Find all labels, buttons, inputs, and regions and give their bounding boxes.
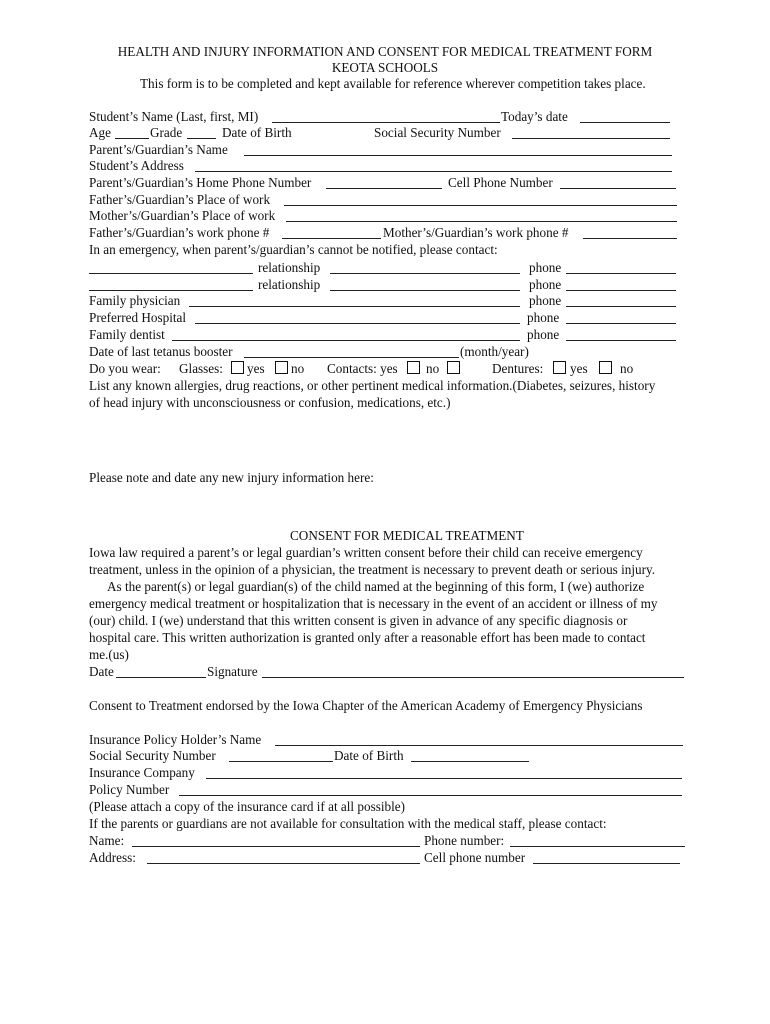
tetanus-label: Date of last tetanus booster (89, 344, 233, 359)
mother-work-field[interactable] (286, 221, 677, 222)
alt-contact-cell-field[interactable] (533, 863, 680, 864)
dentist-phone-label: phone (527, 327, 560, 342)
insurance-company-label: Insurance Company (89, 765, 195, 780)
physician-phone-field[interactable] (566, 306, 676, 307)
consent-line-2: treatment, unless in the opinion of a physician, the treatment is necessary to prevent death or serious injury. (89, 562, 656, 577)
glasses-no-label: no (291, 361, 305, 376)
age-field[interactable] (115, 138, 149, 139)
policy-holder-field[interactable] (275, 745, 683, 746)
contacts-yes-checkbox[interactable] (407, 361, 420, 374)
insurance-dob-field[interactable] (411, 761, 529, 762)
family-physician-field[interactable] (189, 306, 520, 307)
consent-line-6: hospital care. This written authorization is granted only after a reasonable effort has been made to contact (89, 630, 646, 645)
father-work-phone-label: Father’s/Guardian’s work phone # (89, 225, 270, 240)
wear-question: Do you wear: (89, 361, 161, 376)
alt-contact-phone-field[interactable] (510, 846, 685, 847)
student-address-label: Student’s Address (89, 158, 184, 173)
dentist-phone-field[interactable] (566, 340, 676, 341)
family-dentist-label: Family dentist (89, 327, 165, 342)
policy-number-label: Policy Number (89, 782, 170, 797)
mother-work-phone-field[interactable] (583, 238, 677, 239)
cell-phone-label: Cell Phone Number (448, 175, 553, 190)
glasses-no-checkbox[interactable] (275, 361, 288, 374)
contacts-no-label: no (426, 361, 440, 376)
dentures-yes-checkbox[interactable] (553, 361, 566, 374)
emergency-contact-2-relationship-field[interactable] (330, 290, 520, 291)
emergency-contact-1-name-field[interactable] (89, 273, 253, 274)
hospital-phone-field[interactable] (566, 323, 676, 324)
dentures-no-checkbox[interactable] (599, 361, 612, 374)
preferred-hospital-label: Preferred Hospital (89, 310, 187, 325)
glasses-label: Glasses: (179, 361, 223, 376)
grade-label: Grade (150, 125, 183, 140)
age-label: Age (89, 125, 111, 140)
insurance-ssn-label: Social Security Number (89, 748, 216, 763)
alt-contact-address-label: Address: (89, 850, 136, 865)
father-work-phone-field[interactable] (282, 238, 381, 239)
dentures-label: Dentures: (492, 361, 544, 376)
emergency-contact-2-phone-field[interactable] (566, 290, 676, 291)
phone-label-1: phone (529, 260, 562, 275)
cell-phone-field[interactable] (560, 188, 676, 189)
signature-field[interactable] (262, 677, 684, 678)
consent-line-5: (our) child. I (we) understand that this written consent is given in advance of any specific diagnosis or (89, 613, 628, 628)
form-title: HEALTH AND INJURY INFORMATION AND CONSENT FOR MEDICAL TREATMENT FORM (117, 44, 653, 59)
ssn-field[interactable] (512, 138, 670, 139)
emergency-contact-1-relationship-field[interactable] (330, 273, 520, 274)
unavailable-note: If the parents or guardians are not available for consultation with the medical staff, please contact: (89, 816, 607, 831)
consent-heading: CONSENT FOR MEDICAL TREATMENT (290, 528, 524, 543)
glasses-yes-checkbox[interactable] (231, 361, 244, 374)
tetanus-format-label: (month/year) (460, 344, 529, 359)
form-instruction: This form is to be completed and kept available for reference wherever competition takes place. (140, 76, 646, 91)
alt-contact-cell-label: Cell phone number (424, 850, 526, 865)
contacts-label: Contacts: yes (327, 361, 398, 376)
alt-contact-address-field[interactable] (147, 863, 420, 864)
preferred-hospital-field[interactable] (195, 323, 520, 324)
emergency-intro: In an emergency, when parent’s/guardian’s cannot be notified, please contact: (89, 242, 498, 257)
alt-contact-phone-label: Phone number: (424, 833, 505, 848)
todays-date-field[interactable] (580, 122, 670, 123)
glasses-yes-label: yes (247, 361, 265, 376)
physician-phone-label: phone (529, 293, 562, 308)
allergies-line-2: of head injury with unconsciousness or confusion, medications, etc.) (89, 395, 451, 410)
allergies-line-1: List any known allergies, drug reactions, or other pertinent medical information.(Diabetes, seizures, history (89, 378, 656, 393)
mother-work-label: Mother’s/Guardian’s Place of work (89, 208, 276, 223)
emergency-contact-2-name-field[interactable] (89, 290, 253, 291)
tetanus-date-field[interactable] (244, 357, 459, 358)
student-name-field[interactable] (272, 122, 500, 123)
policy-holder-label: Insurance Policy Holder’s Name (89, 732, 262, 747)
ssn-label: Social Security Number (374, 125, 501, 140)
student-name-label: Student’s Name (Last, first, MI) (89, 109, 259, 124)
dentures-yes-label: yes (570, 361, 588, 376)
guardian-name-label: Parent’s/Guardian’s Name (89, 142, 228, 157)
family-physician-label: Family physician (89, 293, 181, 308)
school-name: KEOTA SCHOOLS (331, 60, 439, 75)
consent-endorsement: Consent to Treatment endorsed by the Iowa Chapter of the American Academy of Emergency Physicians (89, 698, 643, 713)
alt-contact-name-label: Name: (89, 833, 125, 848)
consent-date-label: Date (89, 664, 114, 679)
grade-field[interactable] (187, 138, 216, 139)
phone-label-2: phone (529, 277, 562, 292)
insurance-dob-label: Date of Birth (334, 748, 404, 763)
consent-line-4: emergency medical treatment or hospitalization that is necessary in the event of an accident or illness of my (89, 596, 658, 611)
hospital-phone-label: phone (527, 310, 560, 325)
policy-number-field[interactable] (179, 795, 682, 796)
dentures-no-label: no (620, 361, 634, 376)
guardian-name-field[interactable] (244, 155, 672, 156)
todays-date-label: Today’s date (501, 109, 568, 124)
insurance-ssn-field[interactable] (229, 761, 333, 762)
alt-contact-name-field[interactable] (132, 846, 420, 847)
relationship-label-1: relationship (258, 260, 321, 275)
consent-line-7: me.(us) (89, 647, 129, 662)
father-work-field[interactable] (284, 205, 677, 206)
father-work-label: Father’s/Guardian’s Place of work (89, 192, 271, 207)
relationship-label-2: relationship (258, 277, 321, 292)
family-dentist-field[interactable] (172, 340, 520, 341)
dob-label: Date of Birth (222, 125, 292, 140)
emergency-contact-1-phone-field[interactable] (566, 273, 676, 274)
mother-work-phone-label: Mother’s/Guardian’s work phone # (383, 225, 569, 240)
consent-line-1: Iowa law required a parent’s or legal guardian’s written consent before their child can receive emergency (89, 545, 643, 560)
home-phone-label: Parent’s/Guardian’s Home Phone Number (89, 175, 312, 190)
consent-line-3: As the parent(s) or legal guardian(s) of the child named at the beginning of this form, I (we) authorize (107, 579, 645, 594)
contacts-no-checkbox[interactable] (447, 361, 460, 374)
injury-note: Please note and date any new injury information here: (89, 470, 374, 485)
signature-label: Signature (207, 664, 258, 679)
home-phone-field[interactable] (326, 188, 442, 189)
student-address-field[interactable] (195, 171, 672, 172)
consent-date-field[interactable] (116, 677, 206, 678)
insurance-attach-note: (Please attach a copy of the insurance card if at all possible) (89, 799, 406, 814)
insurance-company-field[interactable] (206, 778, 682, 779)
